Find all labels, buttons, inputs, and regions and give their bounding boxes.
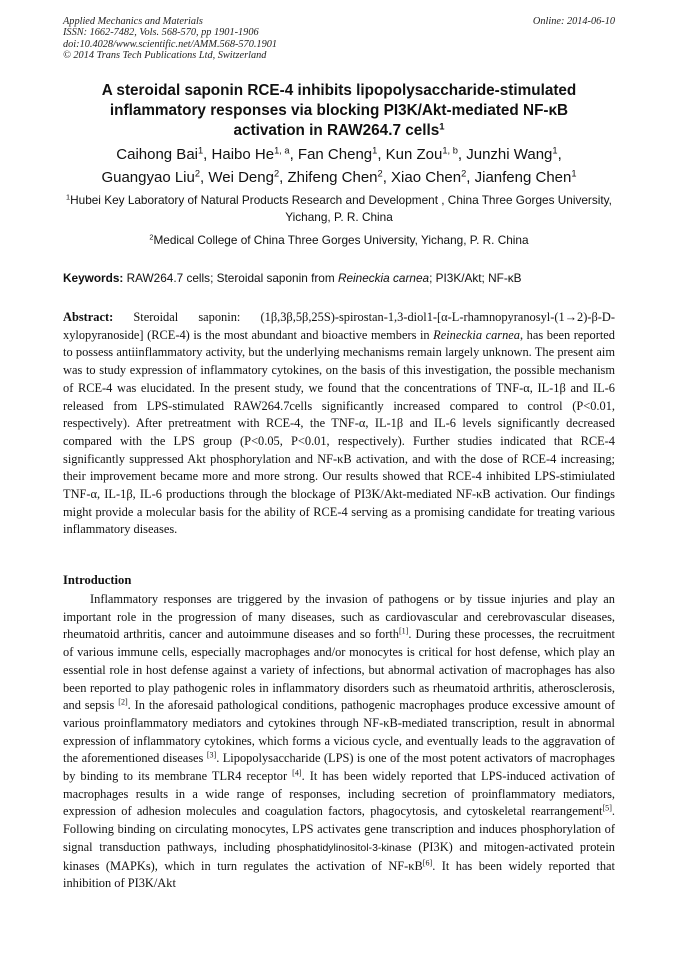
author: Caihong Bai$^1$, [116, 145, 212, 163]
title-line: activation in RAW264.7 cells$^1$ [233, 121, 445, 139]
citation: [6] [422, 858, 433, 868]
author: Kun Zou$^{1, b}$, [385, 145, 467, 163]
section-heading-introduction: Introduction [63, 573, 132, 587]
citation: [1] [399, 626, 409, 636]
author: Xiao Chen$^2$, [391, 168, 475, 186]
journal-name: Applied Mechanics and Materials [63, 16, 203, 27]
abstract-label: Abstract: [63, 310, 114, 324]
author: Wei Deng$^2$, [208, 168, 288, 186]
author-list [63, 143, 615, 189]
introduction-paragraph: Inflammatory responses are triggered by the invasion of pathogens or by tissue injuries and play an important role in the progression of many diseases, such as cardiovascular and cerebrovascular diseases, rheumatoid arthritis, cancer and autoimmune diseases and so forth[1]. During these processes, the recruitment of various immune cells, especially macrophages and/or monocytes is critical for host defense, which play an essential role in host defense against a variety of infections, but abnormal activation of macrophages has also been reported to play pathogenic roles in inflammatory disorders such as rheumatoid arthritis, atherosclerosis, and sepsis [2]. In the aforesaid pathological conditions, pathogenic macrophages produce excessive amount of various proinflammatory mediators and cytokines through NF-κB-mediated transcription, result in abnormal expression of inflammatory cytokines, which forms a vicious cycle, and eventually leads to the aggravation of the aforementioned diseases [3]. Lipopolysaccharide (LPS) is one of the most potent activators of macrophages by binding to its membrane TLR4 receptor [4]. It has been widely reported that LPS-induced activation of macrophages results in a wide range of responses, including secretion of proinflammatory mediators, expression of adhesion molecules and coagulation factors, phagocytosis, and cytoskeletal rearrangement[5]. Following binding on circulating monocytes, LPS activates gene transcription and induces phosphorylation of signal transduction pathways, including phosphatidylinositol-3-kinase (PI3K) and mitogen-activated protein kinases (MAPKs), which in turn regulates the activation of NF-κB[6]. It has been widely reported that inhibition of PI3K/Akt [63, 592, 615, 891]
author: Jianfeng Chen$^1$ [474, 168, 577, 186]
species-name: Reineckia carnea [433, 327, 520, 342]
title-line: A steroidal saponin RCE-4 inhibits lipopolysaccharide-stimulated [101, 82, 577, 99]
citation: [3] [206, 750, 217, 760]
author: Haibo He$^{1, a}$, [211, 145, 298, 163]
author: Fan Cheng$^1$, [297, 145, 386, 163]
citation: [4] [292, 768, 302, 778]
author: Guangyao Liu$^2$, [101, 168, 209, 186]
paper-title [63, 81, 615, 141]
species-name: Reineckia carnea [337, 271, 430, 285]
author: Zhifeng Chen$^2$, [287, 168, 392, 186]
journal-doi: doi:10.4028/www.scientific.net/AMM.568-570.1901 [63, 38, 278, 50]
title-line: inflammatory responses via blocking PI3K/Akt-mediated NF-κB [109, 102, 569, 119]
abstract: Abstract: Steroidal saponin: (1β,3β,5β,25S)-spirostan-1,3-diol1-[α-L-rhamnopyranosyl-(1→2)-β-D-xylopyranoside] (RCE-4) is the most abundant and bioactive members in Reineckia carnea, has been reported to possess antiinflammatory activity, but the underlying mechanisms remain largely unknown. The present aim was to study expression of inflammatory cytokines, on the basis of this investigation, the possible mechanism of RCE-4 was elucidated. In the present study, we found that the concentrations of TNF-α, IL-1β and IL-6 released from LPS-stimulated RAW264.7cells significantly increased compared to control (P<0.01, respectively). After pretreatment with RCE-4, the TNF-α, IL-1β and IL-6 levels significantly decreased compared with the LPS group (P<0.05, P<0.01, respectively). Further studies indicated that RCE-4 significantly suppressed Akt phosphorylation and NF-κB activation, and with the dose of RCE-4 increasing; their improvement became more and more strong. Our results showed that RCE-4 inhibited LPS-stimiulated TNF-α, IL-1β, IL-6 productions through the blockage of PI3K/Akt-mediated NF-κB activation. Our findings might provide a molecular basis for the ability of RCE-4 serving as a promising candidate for treating various inflammatory diseases. [63, 310, 615, 537]
journal-copyright: © 2014 Trans Tech Publications Ltd, Switzerland [63, 50, 267, 62]
citation: [2] [118, 697, 128, 707]
keywords: Keywords: RAW264.7 cells; Steroidal saponin from Reineckia carnea; PI3K/Akt; NF-κB [63, 271, 522, 285]
title-footnote-mark: 1 [439, 121, 445, 133]
citation: [5] [602, 804, 612, 814]
journal-issn: ISSN: 1662-7482, Vols. 568-570, pp 1901-1906 [63, 27, 259, 39]
online-date: Online: 2014-06-10 [532, 16, 615, 27]
affiliation-1: $^1$Hubei Key Laboratory of Natural Products Research and Development , China Three Gorges University, Yichang, P. R. China [66, 192, 612, 224]
journal-header [63, 16, 615, 62]
affiliation-2: $^2$Medical College of China Three Gorges University, Yichang, P. R. China [149, 232, 529, 247]
keywords-label: Keywords: [63, 271, 124, 285]
author: Junzhi Wang$^1$, [466, 145, 562, 163]
